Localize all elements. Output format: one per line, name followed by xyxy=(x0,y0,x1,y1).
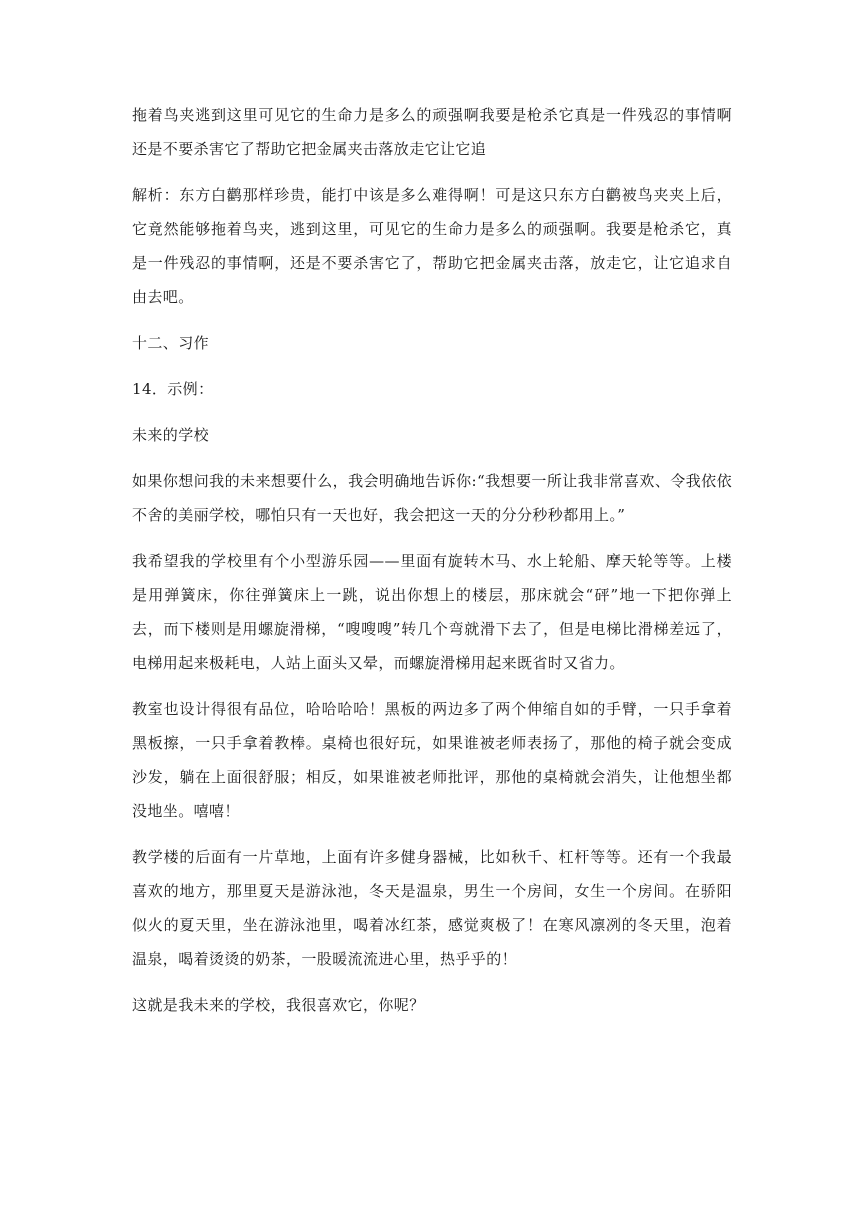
essay-closing: 这就是我未来的学校，我很喜欢它，你呢？ xyxy=(132,996,425,1014)
answer-text: 拖着鸟夹逃到这里可见它的生命力是多么的顽强啊我要是枪杀它真是一件残忍的事情啊还是不要杀害它了帮助它把金属夹击落放走它让它追 xyxy=(132,106,732,158)
essay-paragraph: 我希望我的学校里有个小型游乐园——里面有旋转木马、水上轮船、摩天轮等等。上楼是用弹簧床，你往弹簧床上一跳，说出你想上的楼层，那床就会“砰”地一下把你弹上去，而下楼则是用螺旋滑梯，“嗖嗖嗖”转几个弯就滑下去了，但是电梯比滑梯差远了，电梯用起来极耗电，人站上面头又晕，而螺旋滑梯用起来既省时又省力。 xyxy=(132,552,732,672)
essay-paragraph: 教室也设计得很有品位，哈哈哈哈！黑板的两边多了两个伸缩自如的手臂，一只手拿着黑板擦，一只手拿着教棒。桌椅也很好玩，如果谁被老师表扬了，那他的椅子就会变成沙发，躺在上面很舒服；相反，如果谁被老师批评，那他的桌椅就会消失，让他想坐都没地坐。嘻嘻！ xyxy=(132,700,732,820)
section-heading: 十二、习作 xyxy=(132,334,210,352)
essay-paragraph: 教学楼的后面有一片草地，上面有许多健身器械，比如秋千、杠杆等等。还有一个我最喜欢的地方，那里夏天是游泳池，冬天是温泉，男生一个房间，女生一个房间。在骄阳似火的夏天里，坐在游泳池里，喝着冰红茶，感觉爽极了！在寒风凛冽的冬天里，泡着温泉，喝着烫烫的奶茶，一股暖流流进心里，热乎乎的！ xyxy=(132,848,732,968)
question-number: 14．示例： xyxy=(132,380,214,398)
analysis-paragraph: 解析：东方白鹳那样珍贵，能打中该是多么难得啊！可是这只东方白鹳被鸟夹夹上后，它竟然能够拖着鸟夹，逃到这里，可见它的生命力是多么的顽强啊。我要是枪杀它，真是一件残忍的事情啊，还是不要杀害它了，帮助它把金属夹击落，放走它，让它追求自由去吧。 xyxy=(132,186,732,306)
essay-title: 未来的学校 xyxy=(132,426,210,444)
document-body xyxy=(132,98,732,1034)
essay-paragraph: 如果你想问我的未来想要什么，我会明确地告诉你:“我想要一所让我非常喜欢、令我依依不舍的美丽学校，哪怕只有一天也好，我会把这一天的分分秒秒都用上。” xyxy=(132,472,732,524)
